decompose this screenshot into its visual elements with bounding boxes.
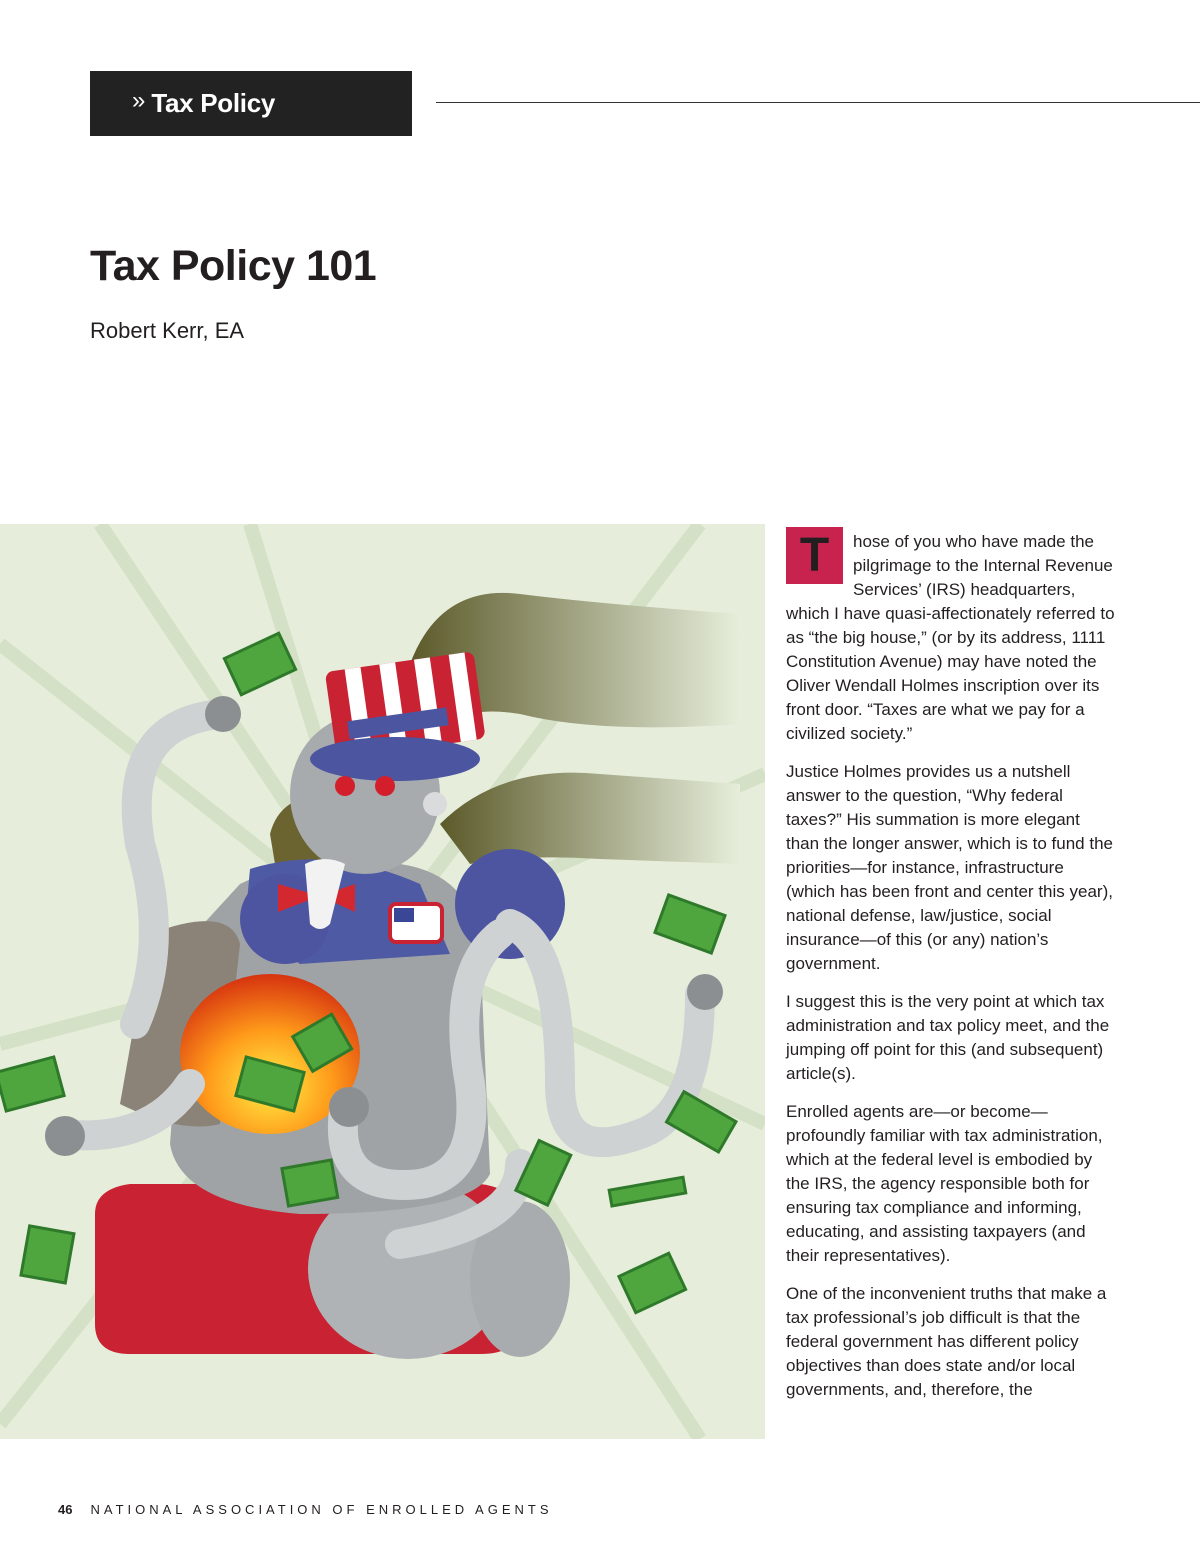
byline: Robert Kerr, EA	[90, 318, 245, 343]
section-tab	[90, 71, 412, 136]
paragraph: I suggest this is the very point at which tax administration and tax policy meet, and the jumping off point for this (and subsequent) article(s).	[786, 992, 1110, 1083]
header-rule	[436, 102, 1200, 103]
article-title: Tax Policy 101	[90, 242, 377, 290]
double-chevron-icon: »	[132, 86, 146, 114]
paragraph: Enrolled agents are—or become—profoundly familiar with tax administration, which at the federal level is embodied by the IRS, the agency responsible both for ensuring tax compliance and informing, educating, and assisting taxpayers (and their representatives).	[786, 1102, 1103, 1265]
paragraph: One of the inconvenient truths that make a tax professional’s job difficult is that the federal government has different policy objectives than does state and/or local governments, and, therefore, the	[786, 1284, 1107, 1399]
page-footer	[58, 1502, 553, 1517]
page-number: 46	[58, 1502, 73, 1517]
article-body	[786, 530, 1116, 1416]
organization-name: NATIONAL ASSOCIATION OF ENROLLED AGENTS	[90, 1502, 553, 1517]
first-paragraph	[786, 530, 1116, 746]
robot-illustration	[0, 524, 765, 1439]
first-paragraph-text: hose of you who have made the pilgrimage to the Internal Revenue Services’ (IRS) headquarters, which I have quasi-affectionately referred to as “the big house,” (or by its address, 1111 Constitution Avenue) may have noted the Oliver Wendall Holmes inscription over its front door. “Taxes are what we pay for a civilized society.”	[786, 532, 1115, 743]
smoke-plume-lower	[440, 773, 740, 864]
section-label: Tax Policy	[151, 88, 276, 118]
paragraph: Justice Holmes provides us a nutshell answer to the question, “Why federal taxes?” His summation is more elegant than the longer answer, which is to fund the priorities—for instance, infrastructure (which has been front and center this year), national defense, law/justice, social insurance—of this (or any) nation’s government.	[786, 762, 1113, 973]
drop-cap: T	[786, 527, 843, 584]
